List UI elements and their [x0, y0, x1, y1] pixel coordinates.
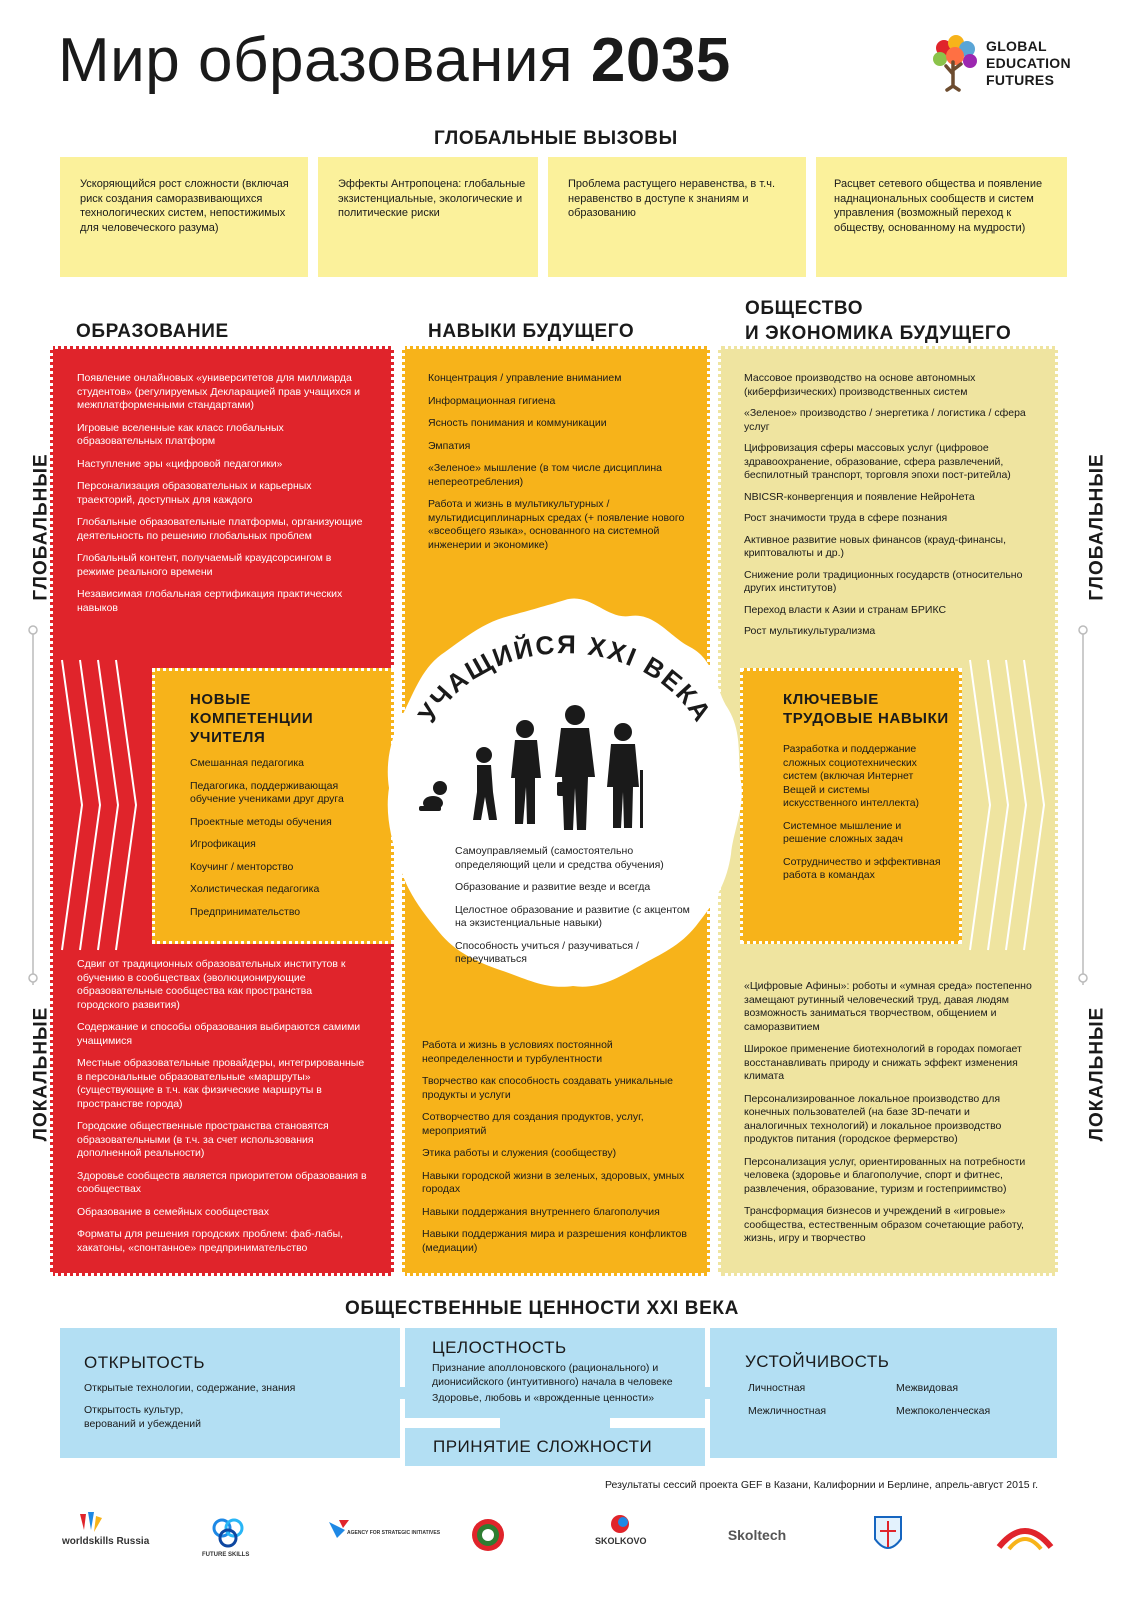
- value-text: Межпоколенческая: [896, 1405, 991, 1417]
- university-crest-logo: [868, 1505, 908, 1565]
- challenge-card: Расцвет сетевого общества и появление наднациональных сообществ и систем управления (возможный переход к обществу, основанному на мудрости): [816, 157, 1067, 277]
- future-skills-logo: [198, 1505, 258, 1565]
- list-item: Концентрация / управление вниманием: [428, 372, 622, 384]
- list-item: Смешанная педагогика: [190, 757, 305, 769]
- list-item: Содержание и способы образования выбираются самими учащимися: [77, 1021, 361, 1047]
- list-item: Творчество как способность создавать уникальные продукты и услуги: [422, 1075, 673, 1101]
- connector: [398, 1387, 408, 1399]
- connector: [500, 1416, 610, 1430]
- list-item: Разработка и поддержание сложных социотехнических систем (включая Интернет Вещей и системы искусственного интеллекта): [783, 743, 920, 809]
- list-item: Персонализация образовательных и карьерных траекторий, доступных для каждого: [77, 480, 312, 506]
- list-item: Сотворчество для создания продуктов, услуг, мероприятий: [422, 1111, 644, 1137]
- list-item: Эмпатия: [428, 439, 471, 452]
- learner-list: [455, 845, 695, 976]
- list-item: Сотрудничество и эффективная работа в командах: [783, 855, 941, 881]
- work-skills-list: [783, 743, 943, 892]
- tatarstan-logo: [468, 1505, 508, 1565]
- list-item: Местные образовательные провайдеры, интегрированные в персональные образовательные «маршруты» (существующие в т.ч. как физические маршруты в пространстве города): [77, 1057, 365, 1110]
- list-item: Самоуправляемый (самостоятельно определяющий цели и средства обучения): [455, 845, 664, 871]
- svg-text:worldskills Russia: worldskills Russia: [62, 1536, 150, 1547]
- list-item: Этика работы и служения (сообществу): [422, 1147, 617, 1159]
- list-item: Городские общественные пространства становятся образовательными (в т.ч. за счет использования дополненной реальности): [77, 1120, 329, 1159]
- list-item: Проектные методы обучения: [190, 815, 332, 828]
- list-item: Системное мышление и решение сложных задач: [783, 819, 903, 845]
- footer-note: Результаты сессий проекта GEF в Казани, Калифорнии и Берлине, апрель-август 2015 г.: [605, 1479, 1039, 1491]
- list-item: Рост значимости труда в сфере познания: [744, 512, 948, 524]
- column-heading-society: ОБЩЕСТВО И ЭКОНОМИКА БУДУЩЕГО: [745, 298, 1012, 344]
- title-main: Мир образования: [58, 26, 574, 95]
- skoltech-logo: Skoltech: [727, 1527, 787, 1543]
- education-global-list: [77, 372, 367, 624]
- value-integrity: [405, 1328, 705, 1418]
- list-item: Игровые вселенные как класс глобальных образовательных платформ: [77, 421, 284, 447]
- partner-logo: [990, 1505, 1060, 1565]
- title-year: 2035: [590, 26, 731, 95]
- right-label-global: ГЛОБАЛЬНЫЕ: [1086, 453, 1108, 601]
- page-title: [58, 26, 731, 95]
- work-skills-heading: КЛЮЧЕВЫЕ ТРУДОВЫЕ НАВЫКИ: [783, 691, 949, 727]
- list-item: Глобальный контент, получаемый краудсорсингом в режиме реального времени: [77, 552, 332, 578]
- list-item: Ясность понимания и коммуникации: [428, 417, 607, 429]
- skills-global-list: [428, 372, 704, 561]
- challenge-card: Проблема растущего неравенства, в т.ч. неравенство в доступе к знаниям и образованию: [548, 157, 806, 277]
- skolkovo-logo: [585, 1505, 655, 1565]
- list-item: Навыки городской жизни в зеленых, здоровых, умных городах: [422, 1169, 685, 1195]
- list-item: Активное развитие новых финансов (крауд-финансы, криптовалюты и др.): [744, 533, 1007, 559]
- list-item: Независимая глобальная сертификация практических навыков: [77, 588, 343, 614]
- tree-icon: [930, 34, 980, 92]
- list-item: Рост мультикультурализма: [744, 625, 876, 637]
- gef-logo-text: GLOBAL EDUCATION FUTURES: [986, 38, 1071, 88]
- gef-logo: [930, 34, 1105, 94]
- teacher-list: [190, 757, 350, 928]
- value-title: ОТКРЫТОСТЬ: [84, 1353, 205, 1372]
- learner-arc-title: УЧАЩИЙСЯ XXI ВЕКА: [411, 629, 719, 728]
- svg-text:FUTURE SKILLS: FUTURE SKILLS: [202, 1552, 250, 1558]
- list-item: Навыки поддержания внутреннего благополучия: [422, 1205, 660, 1218]
- value-text: Признание аполлоновского (рационального) и дионисийского (интуитивного) начала в человеке: [432, 1362, 673, 1388]
- column-heading-education: ОБРАЗОВАНИЕ: [76, 321, 229, 342]
- list-item: Персонализированное локальное производство для конечных пользователей (на базе 3D-печати и аналогичных технологий) и локальное производство продуктов питания (городское фермерство): [744, 1092, 1002, 1145]
- education-local-list: [77, 958, 367, 1264]
- list-item: Широкое применение биотехнологий в городах помогает восстанавливать природу и снижать эффект изменения климата: [744, 1043, 1022, 1082]
- list-item: «Цифровые Афины»: роботы и «умная среда» постепенно замещают рутинный человеческий труд, давая людям возможность заниматься творчеством, общением и саморазвитием: [744, 980, 1032, 1033]
- value-text: Открытость культур, верований и убеждений: [84, 1404, 202, 1430]
- chevron-arrows-right: [962, 660, 1058, 950]
- left-label-global: ГЛОБАЛЬНЫЕ: [30, 453, 52, 601]
- values-heading: ОБЩЕСТВЕННЫЕ ЦЕННОСТИ XXI ВЕКА: [345, 1298, 739, 1319]
- value-openness: [60, 1328, 400, 1458]
- value-title: ЦЕЛОСТНОСТЬ: [432, 1338, 567, 1357]
- svg-text:SKOLKOVO: SKOLKOVO: [595, 1536, 647, 1546]
- list-item: Образование и развитие везде и всегда: [455, 881, 651, 893]
- list-item: Трансформация бизнесов и учреждений в «игровые» сообщества, естественным образом сочетающие работу, жизнь, игру и творчество: [744, 1205, 1024, 1244]
- value-sustainability: [710, 1328, 1057, 1458]
- teacher-heading: НОВЫЕ КОМПЕТЕНЦИИ УЧИТЕЛЯ: [190, 691, 314, 746]
- left-label-local: ЛОКАЛЬНЫЕ: [30, 1006, 52, 1142]
- list-item: Форматы для решения городских проблем: фаб-лабы, хакатоны, «спонтанное» предпринимательство: [77, 1228, 344, 1254]
- value-complexity: [405, 1428, 705, 1466]
- column-heading-skills: НАВЫКИ БУДУЩЕГО: [428, 321, 635, 342]
- list-item: Здоровье сообществ является приоритетом образования в сообществах: [77, 1169, 367, 1195]
- list-item: Персонализация услуг, ориентированных на потребности человека (здоровье и благополучие, спорт и фитнес, развлечения, образование, туризм и гостеприимство): [744, 1155, 1026, 1195]
- list-item: NBICSR-конвергенция и появление НейроНета: [744, 490, 975, 503]
- value-text: Здоровье, любовь и «врожденные ценности»: [432, 1392, 655, 1404]
- skills-local-list: [422, 1039, 698, 1264]
- value-title: ПРИНЯТИЕ СЛОЖНОСТИ: [433, 1437, 653, 1456]
- worldskills-logo: [60, 1505, 150, 1565]
- list-item: Цифровизация сферы массовых услуг (цифровое здравоохранение, образование, сфера развлечений, беспилотный транспорт, торговля эпохи пост-ритейла): [744, 442, 1011, 481]
- list-item: Переход власти к Азии и странам БРИКС: [744, 603, 947, 616]
- list-item: Работа и жизнь в условиях постоянной неопределенности и турбулентности: [422, 1039, 613, 1065]
- right-label-local: ЛОКАЛЬНЫЕ: [1086, 1006, 1108, 1142]
- list-item: Холистическая педагогика: [190, 883, 320, 895]
- value-text: Личностная: [748, 1382, 806, 1394]
- value-text: Открытые технологии, содержание, знания: [84, 1382, 296, 1394]
- challenge-card: Ускоряющийся рост сложности (включая риск создания саморазвивающихся технологических систем, непостижимых для человеческого разума): [60, 157, 308, 277]
- list-item: Снижение роли традиционных государств (относительно других институтов): [744, 568, 1023, 594]
- chevron-arrows-left: [52, 660, 152, 950]
- list-item: Целостное образование и развитие (с акцентом на экзистенциальные навыки): [455, 903, 690, 929]
- society-global-list: [744, 372, 1040, 647]
- challenge-card: Эффекты Антропоцена: глобальные экзистенциальные, экологические и политические риски: [318, 157, 538, 277]
- value-text: Межличностная: [748, 1405, 827, 1417]
- list-item: Глобальные образовательные платформы, организующие деятельность по решению глобальных проблем: [77, 516, 363, 542]
- list-item: Навыки поддержания мира и разрешения конфликтов (медиации): [422, 1228, 687, 1254]
- list-item: Образование в семейных сообществах: [77, 1205, 270, 1218]
- list-item: Педагогика, поддерживающая обучение учениками друг друга: [190, 779, 344, 805]
- list-item: Наступление эры «цифровой педагогики»: [77, 457, 283, 470]
- list-item: Игрофикация: [190, 838, 256, 850]
- value-title: УСТОЙЧИВОСТЬ: [745, 1352, 890, 1371]
- list-item: Появление онлайновых «университетов для миллиарда студентов» (регулируемых Декларацией прав учащихся и межплатформенными стандартами): [77, 372, 360, 411]
- connector: [703, 1387, 713, 1399]
- challenges-heading: ГЛОБАЛЬНЫЕ ВЫЗОВЫ: [434, 128, 678, 149]
- list-item: Массовое производство на основе автономных (киберфизических) производственных систем: [744, 372, 976, 398]
- asi-logo: [325, 1505, 441, 1565]
- list-item: Информационная гигиена: [428, 394, 556, 407]
- list-item: Способность учиться / разучиваться / переучиваться: [455, 939, 639, 965]
- list-item: Сдвиг от традиционных образовательных институтов к обучению в сообществах (эволюционирующие образовательные сообщества как пространства городского развития): [77, 958, 346, 1011]
- society-local-list: [744, 980, 1034, 1255]
- list-item: Предпринимательство: [190, 905, 301, 918]
- value-text: Межвидовая: [896, 1382, 959, 1394]
- list-item: «Зеленое» производство / энергетика / логистика / сфера услуг: [744, 407, 1026, 433]
- svg-text:AGENCY FOR STRATEGIC INITIATIV: AGENCY FOR STRATEGIC INITIATIVES: [347, 1530, 441, 1536]
- list-item: Коучинг / менторство: [190, 860, 294, 873]
- list-item: «Зеленое» мышление (в том числе дисциплина непереотребления): [428, 462, 663, 488]
- list-item: Работа и жизнь в мультикультурных / мультидисциплинарных средах (+ появление нового «всеобщего языка», основанного на системной инженерии и экономике): [428, 498, 685, 551]
